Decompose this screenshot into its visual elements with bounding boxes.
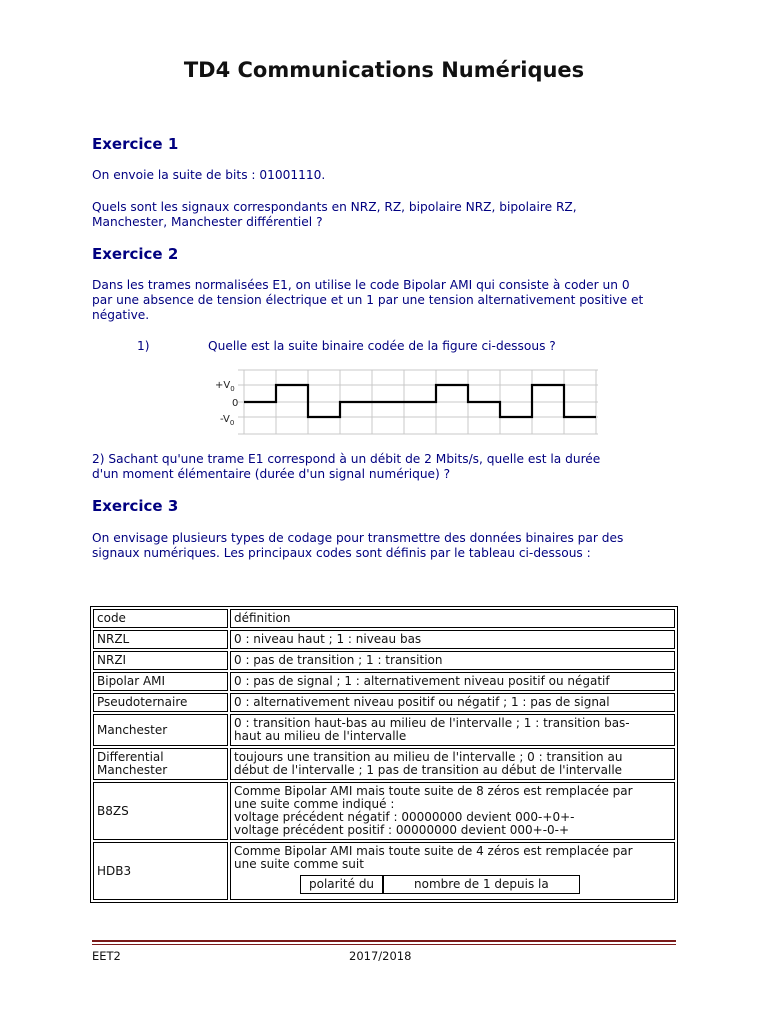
definition-line: 0 : alternativement niveau positif ou négatif ; 1 : pas de signal bbox=[234, 695, 610, 709]
definition-line: voltage précédent positif : 00000000 devient 000+-0-+ bbox=[234, 823, 570, 837]
text-line: signaux numériques. Les principaux codes sont définis par le tableau ci-dessous : bbox=[92, 546, 591, 560]
table-row bbox=[93, 630, 675, 649]
hdb3-header-cell: nombre de 1 depuis la bbox=[382, 876, 579, 893]
hdb3-substitution-table bbox=[300, 875, 580, 894]
code-cell bbox=[93, 609, 228, 628]
definition-line: toujours une transition au milieu de l'intervalle ; 0 : transition au bbox=[234, 750, 623, 764]
coding-definitions-table bbox=[90, 606, 678, 903]
label-negative-voltage: $-V_0$ bbox=[220, 414, 235, 427]
definition-cell bbox=[230, 630, 675, 649]
text-line: par une absence de tension électrique et un 1 par une tension alternativement positive et bbox=[92, 293, 644, 307]
question-1-number: 1) bbox=[137, 339, 150, 353]
table-row bbox=[93, 672, 675, 691]
code-cell bbox=[93, 693, 228, 712]
definition-cell bbox=[230, 609, 675, 628]
code-line: NRZI bbox=[97, 653, 127, 667]
definition-line: début de l'intervalle ; 1 pas de transition au début de l'intervalle bbox=[234, 763, 623, 777]
table-row bbox=[93, 693, 675, 712]
table-row bbox=[93, 748, 675, 780]
exercise-1-heading: Exercice 1 bbox=[92, 135, 179, 153]
code-cell bbox=[93, 842, 228, 900]
table-row bbox=[93, 782, 675, 840]
hdb3-header-cell: polarité du bbox=[309, 877, 375, 891]
definition-line: 0 : niveau haut ; 1 : niveau bas bbox=[234, 632, 422, 646]
text-line: On envisage plusieurs types de codage pour transmettre des données binaires par des bbox=[92, 531, 624, 545]
code-cell bbox=[93, 782, 228, 840]
footer-divider-thin bbox=[92, 944, 676, 945]
ami-waveform-figure bbox=[212, 366, 602, 438]
code-cell bbox=[93, 651, 228, 670]
table-row bbox=[93, 609, 675, 628]
code-line: B8ZS bbox=[97, 803, 129, 818]
definition-cell bbox=[230, 782, 675, 840]
definition-cell bbox=[230, 842, 675, 900]
footer-course: EET2 bbox=[92, 949, 121, 963]
question-2-text bbox=[92, 452, 692, 482]
exercise-2-heading: Exercice 2 bbox=[92, 245, 179, 263]
definition-cell bbox=[230, 693, 675, 712]
footer-divider bbox=[92, 940, 676, 942]
text-line: Dans les trames normalisées E1, on utilise le code Bipolar AMI qui consiste à coder un 0 bbox=[92, 278, 630, 292]
text-line: Manchester, Manchester différentiel ? bbox=[92, 215, 323, 229]
code-cell bbox=[93, 630, 228, 649]
exercise-3-heading: Exercice 3 bbox=[92, 497, 179, 515]
code-line: NRZL bbox=[97, 632, 130, 646]
label-zero-voltage: 0 bbox=[232, 398, 239, 409]
code-cell bbox=[93, 748, 228, 780]
definition-line: voltage précédent négatif : 00000000 devient 000-+0+- bbox=[234, 810, 575, 824]
text-line: 2) Sachant qu'une trame E1 correspond à un débit de 2 Mbits/s, quelle est la durée bbox=[92, 452, 601, 466]
definition-cell bbox=[230, 672, 675, 691]
definition-line: 0 : pas de transition ; 1 : transition bbox=[234, 653, 443, 667]
definition-line: 0 : transition haut-bas au milieu de l'intervalle ; 1 : transition bas- bbox=[234, 716, 630, 730]
exercise-3-statement bbox=[92, 531, 692, 561]
definition-cell bbox=[230, 651, 675, 670]
definition-line: Comme Bipolar AMI mais toute suite de 4 zéros est remplacée par bbox=[234, 844, 633, 858]
table-row bbox=[93, 714, 675, 746]
code-line: Manchester bbox=[97, 722, 168, 737]
question-1-text: Quelle est la suite binaire codée de la figure ci-dessous ? bbox=[208, 339, 556, 353]
code-cell bbox=[93, 714, 228, 746]
page-title: TD4 Communications Numériques bbox=[183, 58, 585, 82]
code-line: Pseudoternaire bbox=[97, 695, 188, 709]
waveform-signal bbox=[244, 385, 596, 417]
exercise-1-statement: On envoie la suite de bits : 01001110. bbox=[92, 168, 326, 182]
table-row bbox=[93, 842, 675, 900]
code-line: code bbox=[97, 611, 126, 625]
exercise-2-statement bbox=[92, 278, 692, 323]
table-row bbox=[93, 651, 675, 670]
code-line: Manchester bbox=[97, 763, 168, 777]
code-line: Differential bbox=[97, 750, 164, 764]
definition-line: une suite comme suit bbox=[234, 857, 364, 871]
definition-cell bbox=[230, 748, 675, 780]
code-line: HDB3 bbox=[97, 863, 132, 878]
text-line: négative. bbox=[92, 308, 150, 322]
label-positive-voltage: $+V_0$ bbox=[215, 380, 235, 393]
footer-year: 2017/2018 bbox=[349, 949, 412, 963]
text-line: Quels sont les signaux correspondants en NRZ, RZ, bipolaire NRZ, bipolaire RZ, bbox=[92, 200, 577, 214]
definition-line: haut au milieu de l'intervalle bbox=[234, 729, 407, 743]
definition-line: 0 : pas de signal ; 1 : alternativement niveau positif ou négatif bbox=[234, 674, 610, 688]
definition-line: définition bbox=[234, 611, 291, 625]
code-cell bbox=[93, 672, 228, 691]
exercise-1-question bbox=[92, 200, 692, 230]
code-line: Bipolar AMI bbox=[97, 674, 166, 688]
definition-cell bbox=[230, 714, 675, 746]
definition-line: Comme Bipolar AMI mais toute suite de 8 zéros est remplacée par bbox=[234, 784, 633, 798]
waveform-axis-labels bbox=[215, 380, 238, 427]
text-line: d'un moment élémentaire (durée d'un signal numérique) ? bbox=[92, 467, 451, 481]
definition-line: une suite comme indiqué : bbox=[234, 797, 395, 811]
